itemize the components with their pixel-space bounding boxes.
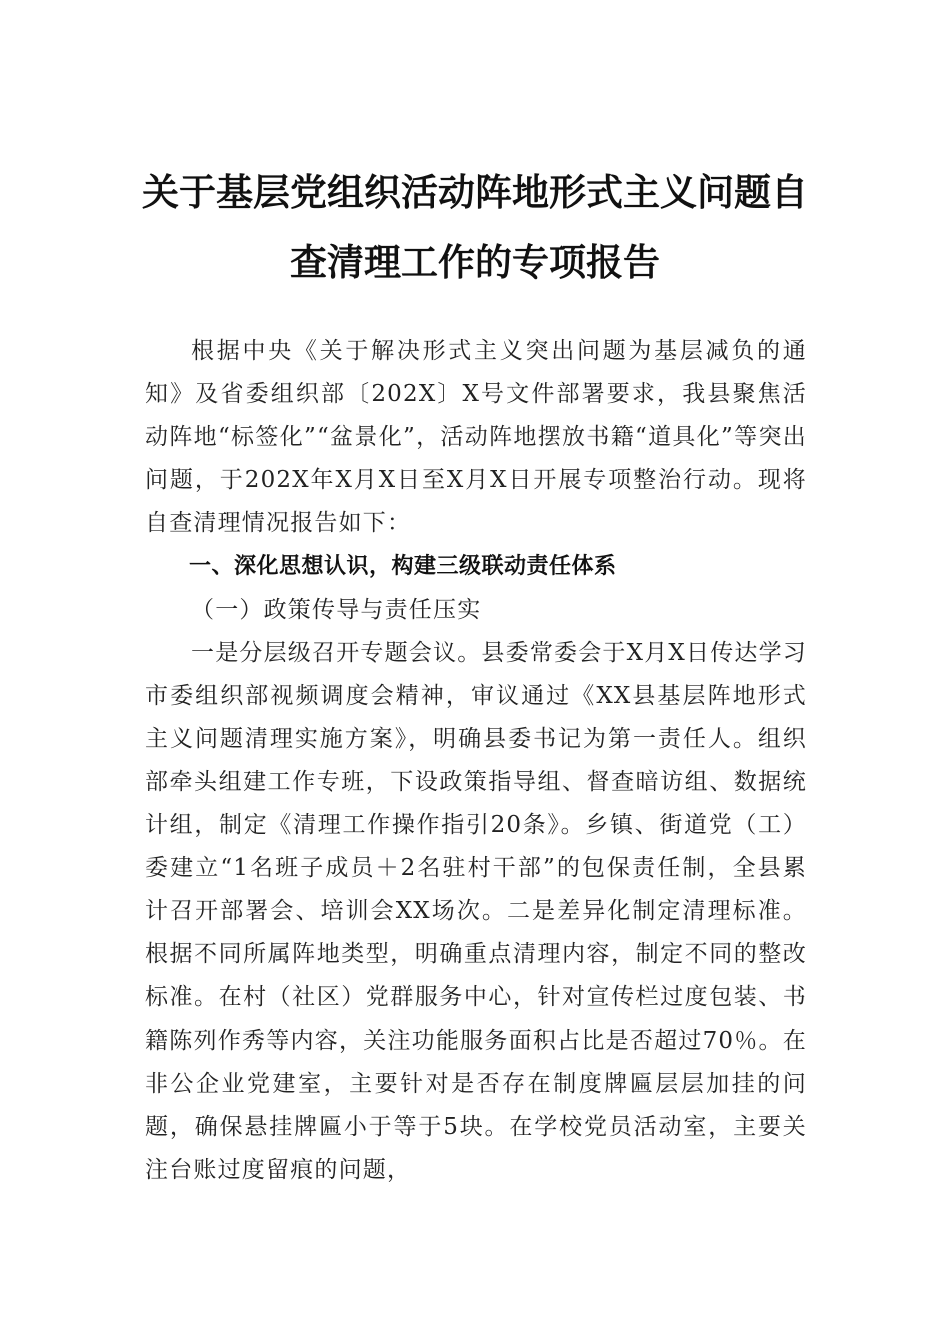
intro-paragraph: 根据中央《关于解决形式主义突出问题为基层减负的通知》及省委组织部〔202X〕X号文件部署要求，我县聚焦活动阵地“标签化”“盆景化”，活动阵地摆放书籍“道具化”等突出问题，于202X年X月X日至X月X日开展专项整治行动。现将自查清理情况报告如下：: [145, 338, 807, 537]
document-title-line-2: 查清理工作的专项报告: [290, 240, 660, 284]
document-title-line-1: 关于基层党组织活动阵地形式主义问题自: [142, 170, 808, 214]
document-body: [145, 330, 807, 1192]
section-heading: 一、深化思想认识，构建三级联动责任体系: [189, 554, 617, 580]
subsection-heading: （一）政策传导与责任压实: [191, 596, 482, 623]
body-paragraph: 一是分层级召开专题会议。县委常委会于X月X日传达学习市委组织部视频调度会精神，审议通过《XX县基层阵地形式主义问题清理实施方案》，明确县委书记为第一责任人。组织部牵头组建工作专班，下设政策指导组、督查暗访组、数据统计组，制定《清理工作操作指引20条》。乡镇、街道党（工）委建立“1名班子成员＋2名驻村干部”的包保责任制，全县累计召开部署会、培训会XX场次。二是差异化制定清理标准。根据不同所属阵地类型，明确重点清理内容，制定不同的整改标准。在村（社区）党群服务中心，针对宣传栏过度包装、书籍陈列作秀等内容，关注功能服务面积占比是否超过70％。在非公企业党建室，主要针对是否存在制度牌匾层层加挂的问题，确保悬挂牌匾小于等于5块。在学校党员活动室，主要关注台账过度留痕的问题，: [145, 639, 807, 1183]
